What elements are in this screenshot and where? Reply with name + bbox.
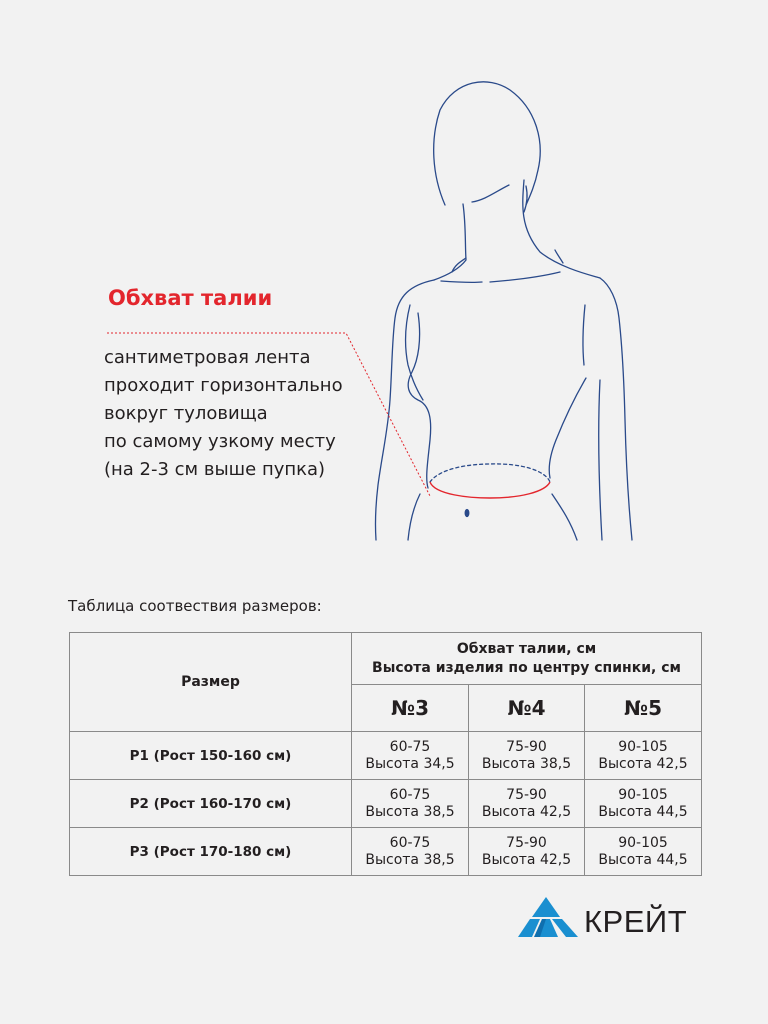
row-label: Р3 (Рост 170-180 см) <box>70 828 352 876</box>
table-cell <box>469 828 585 876</box>
cell-height: Высота 38,5 <box>365 803 455 820</box>
group-header-line: Высота изделия по центру спинки, см <box>372 659 681 676</box>
table-row <box>70 732 702 780</box>
cell-range: 75-90 <box>506 738 547 755</box>
group-header-line: Обхват талии, см <box>456 640 597 657</box>
cell-range: 60-75 <box>389 834 431 851</box>
row-label: Р2 (Рост 160-170 см) <box>70 780 352 828</box>
table-cell <box>585 828 702 876</box>
cell-height: Высота 34,5 <box>365 755 455 772</box>
table-cell <box>352 780 469 828</box>
description-line: сантиметровая лента <box>104 347 311 368</box>
table-cell <box>585 780 702 828</box>
cell-height: Высота 38,5 <box>365 851 455 868</box>
table-caption: Таблица соотвествия размеров: <box>68 597 322 615</box>
column-header-no4: №4 <box>469 685 585 732</box>
measurement-description <box>104 344 343 484</box>
group-header <box>352 633 702 685</box>
brand-name: КРЕЙТ <box>584 904 688 939</box>
cell-range: 75-90 <box>506 786 547 803</box>
cell-range: 60-75 <box>389 786 431 803</box>
table-cell <box>469 780 585 828</box>
size-column-header: Размер <box>70 633 352 732</box>
table-cell <box>585 732 702 780</box>
cell-height: Высота 42,5 <box>481 803 572 820</box>
table-row <box>70 828 702 876</box>
brand-logo <box>516 893 706 945</box>
description-line: (на 2-3 см выше пупка) <box>104 459 326 480</box>
cell-height: Высота 42,5 <box>481 851 572 868</box>
description-line: вокруг туловища <box>104 403 268 424</box>
cell-range: 60-75 <box>389 738 431 755</box>
cell-height: Высота 44,5 <box>598 851 688 868</box>
cell-range: 75-90 <box>506 834 547 851</box>
waist-measure-title: Обхват талии <box>108 286 273 310</box>
table-cell <box>352 732 469 780</box>
table-row <box>70 780 702 828</box>
mountain-logo-icon <box>516 893 582 945</box>
size-table <box>69 632 702 876</box>
table-cell <box>352 828 469 876</box>
cell-range: 90-105 <box>618 738 668 755</box>
cell-range: 90-105 <box>618 834 668 851</box>
description-line: по самому узкому месту <box>104 431 336 452</box>
cell-height: Высота 44,5 <box>598 803 688 820</box>
column-header-no3: №3 <box>352 685 469 732</box>
row-label: Р1 (Рост 150-160 см) <box>70 732 352 780</box>
cell-range: 90-105 <box>618 786 668 803</box>
description-line: проходит горизонтально <box>104 375 343 396</box>
cell-height: Высота 38,5 <box>481 755 572 772</box>
table-cell <box>469 732 585 780</box>
column-header-no5: №5 <box>585 685 702 732</box>
cell-height: Высота 42,5 <box>598 755 688 772</box>
